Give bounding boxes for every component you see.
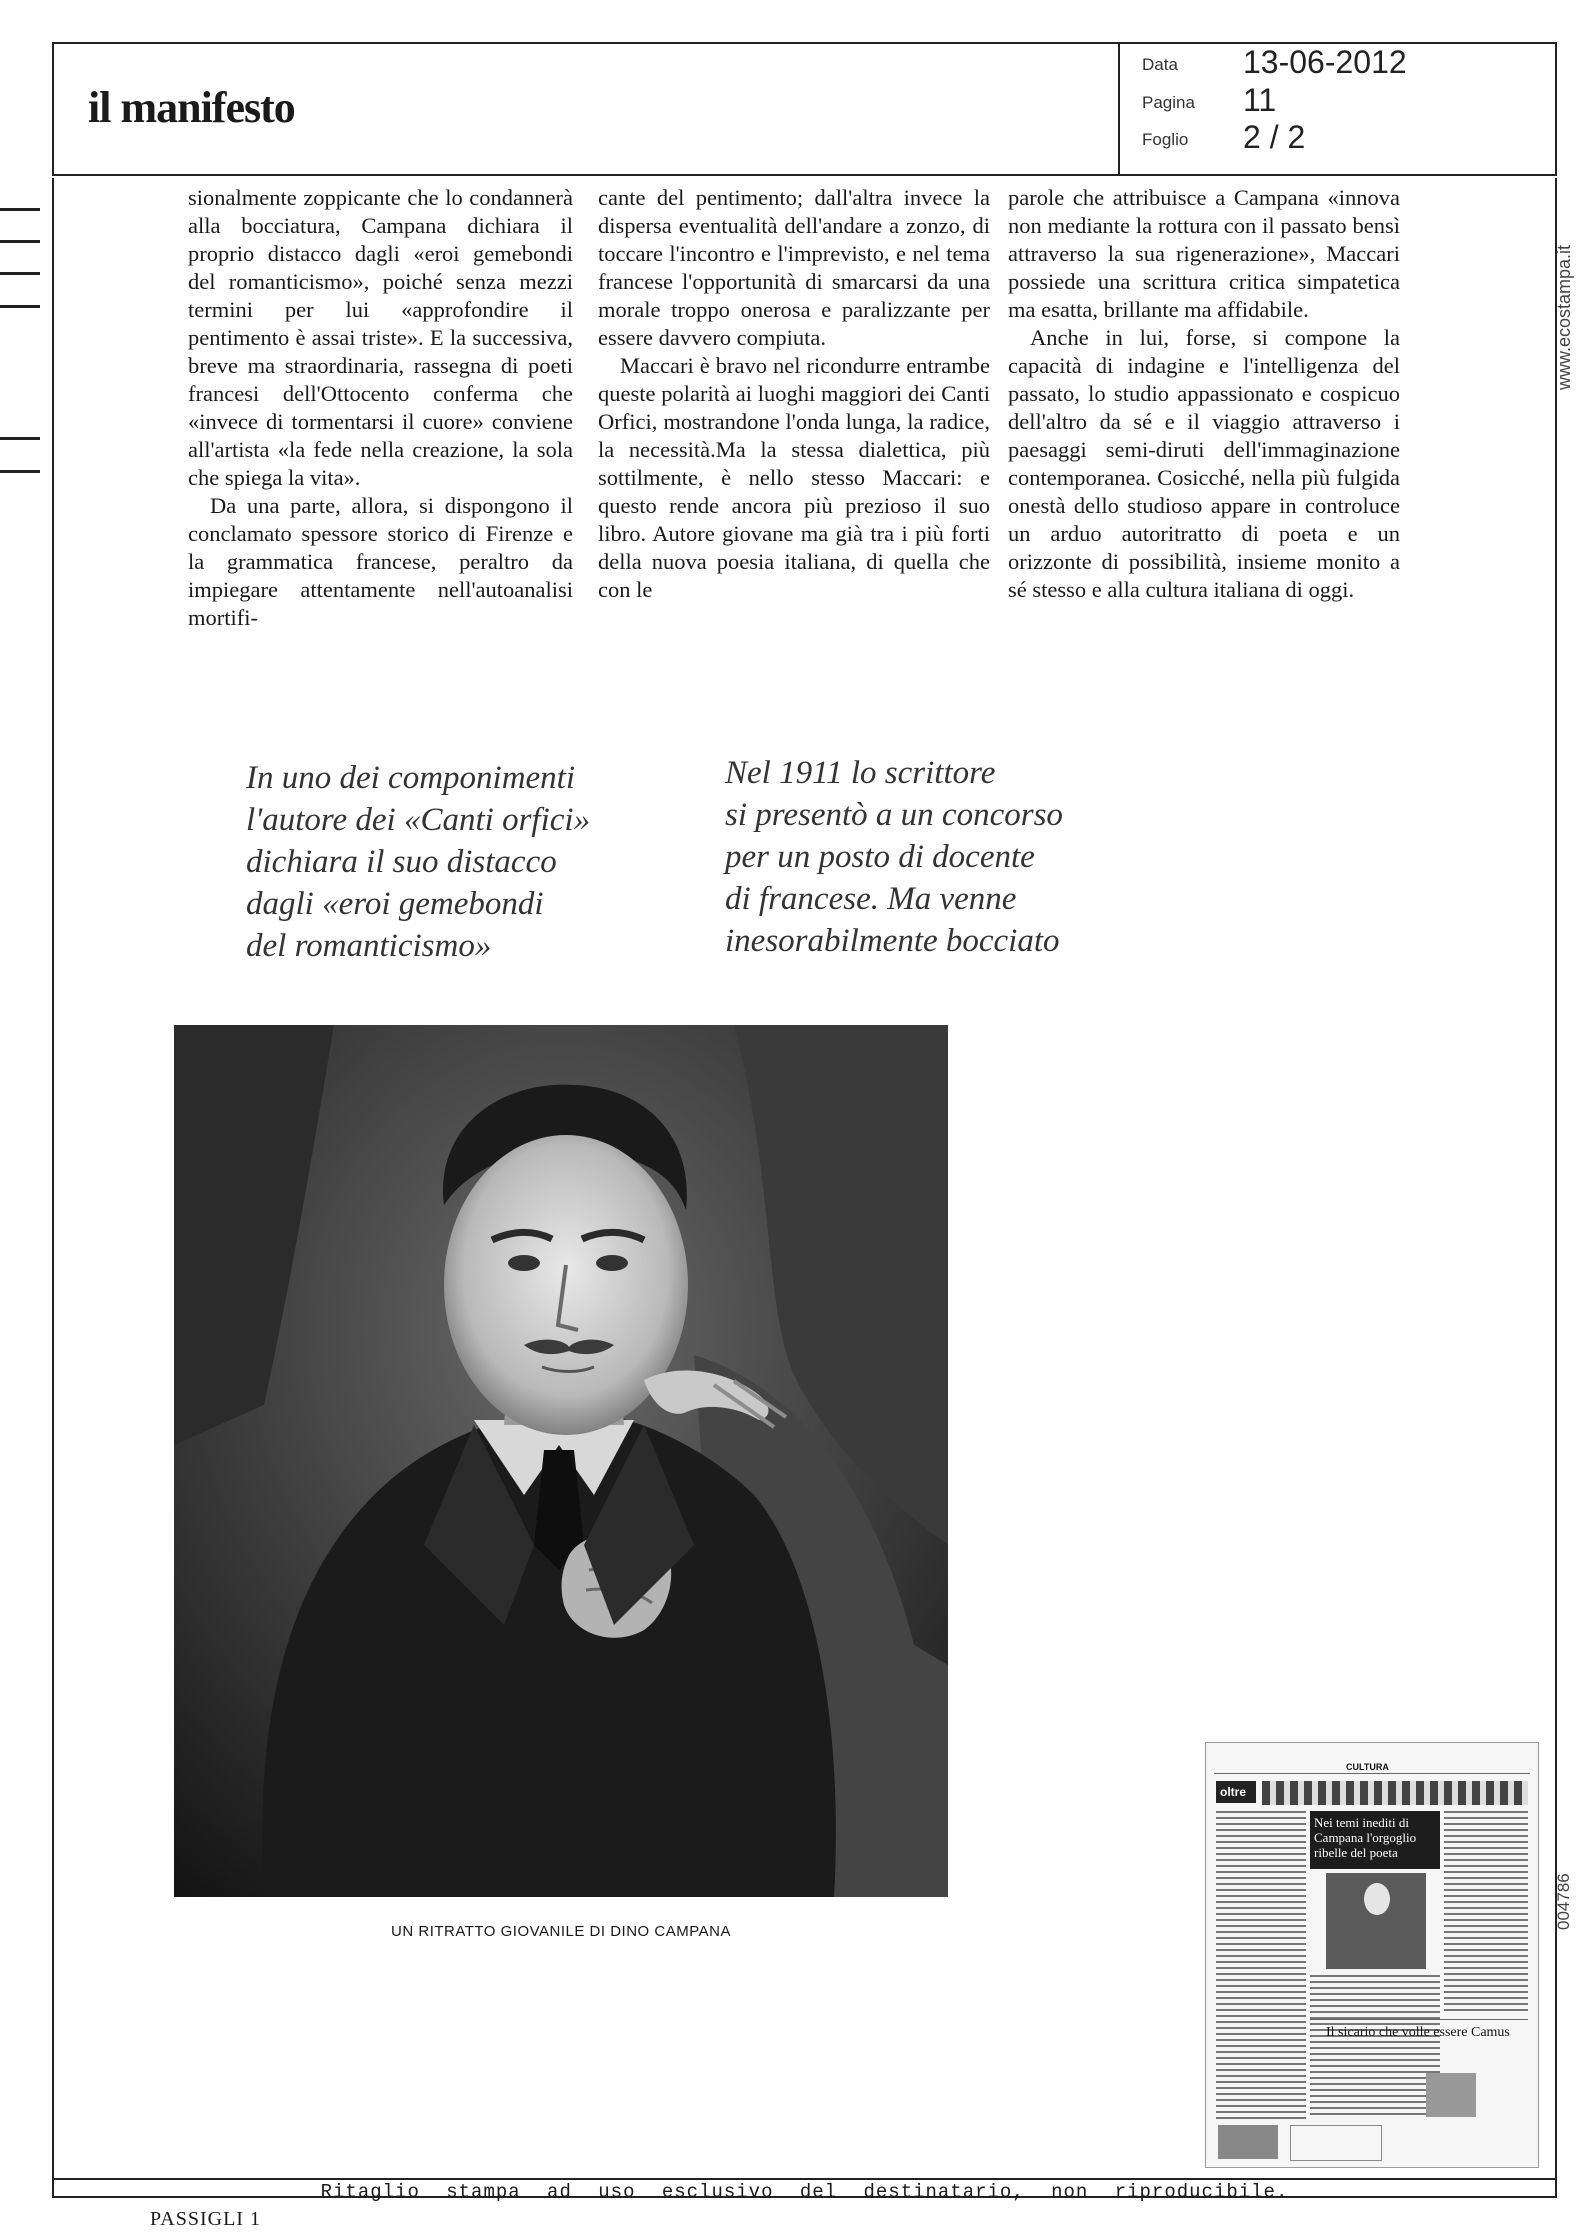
thumbnail-text-column <box>1216 1811 1306 2121</box>
thumbnail-ad <box>1218 2125 1278 2159</box>
footer-rule <box>52 2178 1557 2180</box>
quote-line: per un posto di docente <box>725 839 1035 875</box>
thumbnail-figure <box>1426 2073 1476 2117</box>
thumbnail-rule <box>1310 2019 1528 2020</box>
thumbnail-brand-box <box>1216 1781 1256 1803</box>
thumbnail-text-column <box>1444 1811 1528 2011</box>
thumbnail-brand: oltre <box>1220 1785 1247 1799</box>
side-code-text: 004786 <box>1554 1873 1573 1930</box>
portrait-photo <box>174 1025 948 1897</box>
quote-line: dagli «eroi gemebondi <box>246 886 544 922</box>
page-thumbnail <box>1205 1742 1539 2168</box>
side-code <box>1548 1830 1578 1930</box>
date-label: Data <box>1142 55 1178 74</box>
sheet-label: Foglio <box>1142 130 1189 149</box>
thumbnail-headline-box <box>1310 1811 1440 1869</box>
side-url <box>1548 200 1578 390</box>
thumbnail-rule <box>1214 1773 1530 1774</box>
reproduction-notice: Ritaglio stampa ad uso esclusivo del destinatario, non riproducibile. <box>320 2181 1289 2203</box>
registration-mark <box>0 470 40 473</box>
registration-mark <box>0 208 40 211</box>
paragraph: Maccari è bravo nel ricondurre entrambe queste polarità ai luoghi maggiori dei Canti Orfici, mostrandone l'onda lunga, la radice, la necessità.Ma la stessa dialettica, più sottilmente, è nello stesso Maccari: e questo rende ancora più prezioso il suo libro. Autore giovane ma già tra i più forti della nuova poesia italiana, di quella che con le <box>598 353 990 602</box>
pull-quote-1 <box>246 757 666 967</box>
paragraph: parole che attribuisce a Campana «innova non mediante la rottura con il passato bensì attraverso la sua rigenerazione», Maccari possiede una scrittura critica simpatetica ma esatta, brillante ma affidabile. <box>1008 185 1400 322</box>
thumbnail-photo <box>1326 1873 1426 1969</box>
thumbnail-banner <box>1262 1781 1528 1805</box>
thumbnail-headline-1: Nei temi inediti di Campana l'orgoglio ribelle del poeta <box>1314 1815 1417 1860</box>
thumbnail-section: CULTURA <box>1346 1762 1389 1772</box>
quote-line: Nel 1911 lo scrittore <box>725 755 996 791</box>
paragraph: Anche in lui, forse, si compone la capacità di indagine e l'intelligenza del passato, lo studio appassionato e cospicuo dell'altro da sé e il viaggio attraverso i paesaggi semi-diruti dell'immaginazione contemporanea. Cosicché, nella più fulgida onestà dello studioso appare in controluce un arduo autoritratto di poeta e un orizzonte di possibilità, insieme monito a sé stesso e alla cultura italiana di oggi. <box>1008 325 1400 602</box>
page-value: 11 <box>1243 82 1277 118</box>
page-label: Pagina <box>1142 93 1195 112</box>
masthead-divider <box>1118 42 1120 176</box>
registration-mark <box>0 240 40 243</box>
newspaper-logo: il manifesto <box>88 83 295 132</box>
quote-line: inesorabilmente bocciato <box>725 923 1060 959</box>
thumbnail-ad <box>1290 2125 1382 2161</box>
thumbnail-headline-2: Il sicario che volle essere Camus <box>1326 2025 1510 2040</box>
paragraph: sionalmente zoppicante che lo condannerà alla bocciatura, Campana dichiara il proprio distacco dagli «eroi gemebondi del romanticismo», poiché senza mezzi termini per lui «approfondire il pentimento è assai triste». E la successiva, breve ma straordinaria, rassegna di poeti francesi dell'Ottocento conferma che «invece di tormentarsi il cuore» conviene all'artista «la fede nella creazione, la sola che spiega la vita». <box>188 185 573 490</box>
quote-line: del romanticismo» <box>246 928 492 964</box>
registration-mark <box>0 272 40 275</box>
thumbnail-text-column <box>1310 1975 1440 2115</box>
paragraph: Da una parte, allora, si dispongono il conclamato spessore storico di Firenze e la grammatica francese, peraltro da impiegare attentamente nell'autoanalisi mortifi- <box>188 493 573 630</box>
publisher-code: PASSIGLI 1 <box>150 2208 261 2230</box>
quote-line: si presentò a un concorso <box>725 797 1063 833</box>
registration-mark <box>0 437 40 440</box>
side-url-text: www.ecostampa.it <box>1554 244 1574 390</box>
quote-line: di francese. Ma venne <box>725 881 1017 917</box>
article-column-1 <box>188 184 573 632</box>
quote-line: dichiara il suo distacco <box>246 844 557 880</box>
date-value: 13-06-2012 <box>1243 44 1407 80</box>
registration-mark <box>0 305 40 308</box>
quote-line: l'autore dei «Canti orfici» <box>246 802 591 838</box>
sheet-value: 2 / 2 <box>1243 119 1306 155</box>
paragraph: cante del pentimento; dall'altra invece la dispersa eventualità dell'andare a zonzo, di toccare l'incontro e l'imprevisto, e nel tema francese l'opportunità di smarcarsi da una morale troppo onerosa e paralizzante per essere davvero compiuta. <box>598 185 990 350</box>
thumbnail-face <box>1364 1883 1390 1915</box>
portrait-illustration <box>174 1025 948 1897</box>
article-column-3 <box>1008 184 1400 604</box>
photo-caption: UN RITRATTO GIOVANILE DI DINO CAMPANA <box>391 1923 731 1940</box>
article-column-2 <box>598 184 990 604</box>
quote-line: In uno dei componimenti <box>246 760 576 796</box>
pull-quote-2 <box>725 752 1145 962</box>
